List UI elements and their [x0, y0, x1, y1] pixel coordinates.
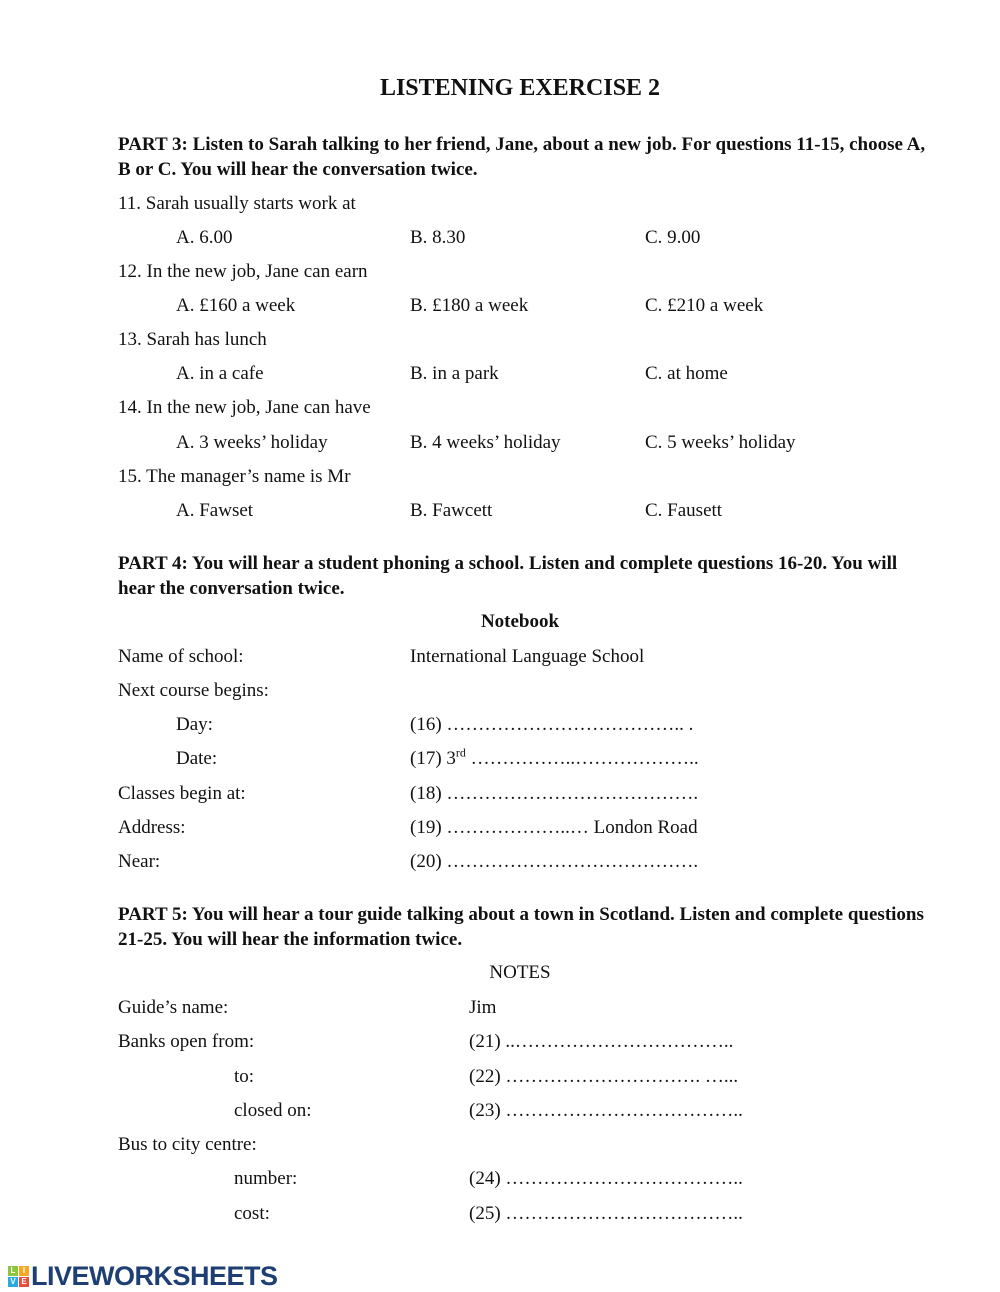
part4-heading: PART 4: You will hear a student phoning a school. Listen and complete questions 16-20. You will hear the conversation twice. — [118, 553, 898, 599]
option-15b[interactable]: B. Fawcett — [410, 500, 493, 521]
liveworksheets-logo — [8, 1261, 278, 1292]
label-date: Date: — [176, 748, 218, 769]
label-classes-begin: Classes begin at: — [118, 783, 246, 804]
answer-17-prefix: (17) 3 — [410, 748, 456, 769]
option-14a[interactable]: A. 3 weeks’ holiday — [176, 432, 328, 453]
question-12: 12. In the new job, Jane can earn — [118, 261, 368, 282]
answer-24[interactable]: (24) ……………………………….. — [469, 1168, 743, 1189]
question-11: 11. Sarah usually starts work at — [118, 193, 356, 214]
answer-19[interactable]: (19) ………………..… London Road — [410, 817, 698, 838]
answer-17[interactable] — [410, 745, 699, 770]
option-15c[interactable]: C. Fausett — [645, 500, 723, 521]
answer-25[interactable]: (25) ……………………………….. — [469, 1203, 743, 1224]
option-12c[interactable]: C. £210 a week — [645, 295, 764, 316]
logo-letter-l: L — [8, 1266, 18, 1276]
value-school-name: International Language School — [410, 646, 645, 667]
answer-16[interactable]: (16) ……………………………….. . — [410, 714, 694, 735]
answer-20[interactable]: (20) …………………………………. — [410, 851, 699, 872]
option-11b[interactable]: B. 8.30 — [410, 227, 466, 248]
logo-letter-v: V — [8, 1277, 18, 1287]
value-guide-name: Jim — [469, 997, 497, 1018]
option-14b[interactable]: B. 4 weeks’ holiday — [410, 432, 561, 453]
label-bus: Bus to city centre: — [118, 1134, 257, 1155]
label-cost: cost: — [234, 1203, 270, 1224]
label-next-course: Next course begins: — [118, 680, 269, 701]
logo-letter-i: I — [19, 1266, 29, 1276]
logo-icon — [8, 1266, 29, 1287]
question-14: 14. In the new job, Jane can have — [118, 397, 371, 418]
label-number: number: — [234, 1168, 298, 1189]
option-12b[interactable]: B. £180 a week — [410, 295, 529, 316]
worksheet-title: LISTENING EXERCISE 2 — [379, 75, 661, 101]
label-guide-name: Guide’s name: — [118, 997, 229, 1018]
ordinal-suffix: rd — [455, 745, 466, 760]
label-to: to: — [234, 1066, 255, 1087]
option-12a[interactable]: A. £160 a week — [176, 295, 296, 316]
option-11c[interactable]: C. 9.00 — [645, 227, 701, 248]
label-near: Near: — [118, 851, 161, 872]
answer-18[interactable]: (18) …………………………………. — [410, 783, 699, 804]
option-14c[interactable]: C. 5 weeks’ holiday — [645, 432, 796, 453]
notes-title: NOTES — [489, 962, 551, 983]
logo-text: LIVEWORKSHEETS — [31, 1261, 278, 1291]
logo-letter-e: E — [19, 1277, 29, 1287]
option-11a[interactable]: A. 6.00 — [176, 227, 233, 248]
answer-22[interactable]: (22) …………………………. …... — [469, 1066, 739, 1087]
label-closed-on: closed on: — [234, 1100, 312, 1121]
label-banks-open: Banks open from: — [118, 1031, 255, 1052]
option-13c[interactable]: C. at home — [645, 363, 728, 384]
label-address: Address: — [118, 817, 186, 838]
label-school-name: Name of school: — [118, 646, 244, 667]
answer-23[interactable]: (23) ……………………………….. — [469, 1100, 743, 1121]
part3-heading: PART 3: Listen to Sarah talking to her friend, Jane, about a new job. For questions 11-15, choose A, B or C. You will hear the conversation twice. — [118, 134, 926, 180]
answer-17-blank: ……………..……………….. — [465, 748, 699, 769]
option-13a[interactable]: A. in a cafe — [176, 363, 264, 384]
option-13b[interactable]: B. in a park — [410, 363, 499, 384]
question-15: 15. The manager’s name is Mr — [118, 466, 351, 487]
answer-21[interactable]: (21) ..…………………………….. — [469, 1031, 734, 1052]
notebook-title: Notebook — [480, 611, 560, 632]
option-15a[interactable]: A. Fawset — [176, 500, 254, 521]
label-day: Day: — [176, 714, 213, 735]
part5-heading: PART 5: You will hear a tour guide talking about a town in Scotland. Listen and complete questions 21-25. You will hear the information twice. — [118, 904, 924, 950]
question-13: 13. Sarah has lunch — [118, 329, 267, 350]
